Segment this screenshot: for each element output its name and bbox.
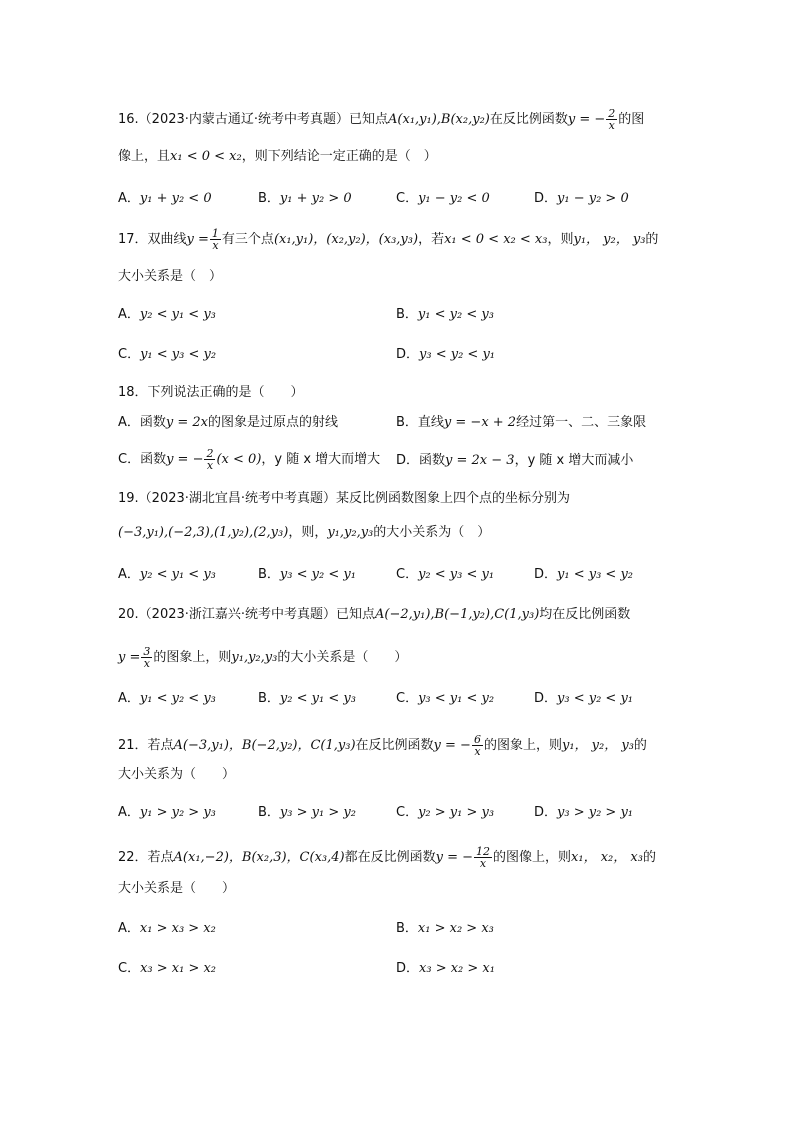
q18-option-c[interactable]: [118, 448, 380, 471]
option-math: y₂ < y₁ < y₃: [139, 567, 216, 582]
option-label: B．: [258, 191, 280, 206]
q20-option-a[interactable]: [118, 690, 216, 708]
q17-condition: x₁ < 0 < x₂ < x₃: [444, 232, 548, 247]
option-label: A．: [118, 307, 140, 322]
q21-line2: 大小关系为（ ）: [118, 767, 236, 782]
q19-option-d[interactable]: [534, 566, 633, 584]
q16-text: ，则下列结论一定正确的是（ ）: [241, 149, 437, 164]
q17-line2: 大小关系是（ ）: [118, 269, 223, 284]
q16-text: 16.（2023·内蒙古通辽·统考中考真题）已知点: [118, 112, 389, 127]
q22-text: 22．若点: [118, 850, 174, 865]
q20-text: 的图象上，则: [153, 650, 232, 665]
q22-fraction: $\frac{12}{x}$: [476, 845, 491, 870]
option-math: y₃ < y₂ < y₁: [419, 347, 495, 362]
q22-line2: 大小关系是（ ）: [118, 881, 236, 896]
q21-option-b[interactable]: [258, 804, 356, 822]
q22-points: A(x₁,−2)，B(x₂,3)，C(x₃,4): [173, 850, 345, 865]
q17-variables: y₁， y₂， y₃: [573, 232, 646, 247]
q21-text: 在反比例函数: [355, 738, 434, 753]
q20-function: y =: [118, 650, 141, 665]
option-label: B．直线: [396, 415, 444, 430]
option-math: y₁ + y₂ < 0: [139, 191, 212, 206]
q22-text: 的: [642, 850, 656, 865]
q20-option-d[interactable]: [534, 690, 633, 708]
option-math: y₁ < y₂ < y₃: [417, 307, 494, 322]
option-label: C．: [118, 347, 141, 362]
q22-option-c[interactable]: [118, 960, 216, 978]
q16-line1: [118, 108, 644, 131]
q22-variables: x₁， x₂， x₃: [571, 850, 643, 865]
option-math: x₃ > x₁ > x₂: [140, 961, 217, 976]
q16-text: 的图: [618, 112, 645, 127]
option-label: B．: [258, 691, 280, 706]
q16-option-a[interactable]: [118, 190, 212, 208]
q17-option-c[interactable]: [118, 346, 216, 364]
option-math: x₁ > x₂ > x₃: [417, 921, 494, 936]
q16-option-c[interactable]: [396, 190, 490, 208]
option-label: B．: [396, 921, 418, 936]
q16-line2: [118, 148, 437, 166]
option-label: A．: [118, 191, 140, 206]
q20-option-c[interactable]: [396, 690, 494, 708]
option-math: y₃ < y₁ < y₂: [418, 691, 495, 706]
q21-text: 21．若点: [118, 738, 174, 753]
q16-fraction: $\frac{2}{x}$: [608, 107, 616, 132]
q22-text: 的图像上，则: [493, 850, 572, 865]
option-math: x₃ > x₂ > x₁: [419, 961, 495, 976]
option-label: D．: [396, 347, 420, 362]
option-label: D．: [534, 567, 558, 582]
q20-variables: y₁,y₂,y₃: [231, 650, 278, 665]
option-math: y₁ + y₂ > 0: [279, 191, 352, 206]
q19-option-c[interactable]: [396, 566, 494, 584]
q22-line1: [118, 846, 656, 869]
q16-text: 在反比例函数: [489, 112, 568, 127]
option-math: y₂ < y₁ < y₃: [139, 307, 216, 322]
q17-text: ，则: [547, 232, 574, 247]
q22-text: 都在反比例函数: [344, 850, 436, 865]
q16-points: A(x₁,y₁),B(x₂,y₂): [388, 112, 490, 127]
q17-function: y =: [186, 232, 209, 247]
q17-text: 有三个点: [221, 232, 274, 247]
option-math: y = −: [166, 452, 204, 467]
q18-line1: 18．下列说法正确的是（ ）: [118, 385, 304, 400]
option-math: x₁ > x₃ > x₂: [139, 921, 216, 936]
option-label: A．: [118, 691, 140, 706]
q19-line2: [118, 524, 490, 542]
option-text: ，y 随 x 增大而增大: [261, 452, 381, 467]
q16-text: 像上，且: [118, 149, 171, 164]
q16-option-d[interactable]: [534, 190, 629, 208]
q21-text: 的图象上，则: [483, 738, 562, 753]
q17-points: (x₁,y₁)，(x₂,y₂)，(x₃,y₃): [273, 232, 419, 247]
option-math: y₁ − y₂ > 0: [557, 191, 629, 206]
option-text: 经过第一、二、三象限: [516, 415, 647, 430]
option-label: C．: [118, 961, 141, 976]
q17-line1: [118, 228, 658, 251]
option-math: y₂ > y₁ > y₃: [418, 805, 495, 820]
option-label: D．: [396, 961, 420, 976]
option-label: B．: [258, 805, 280, 820]
q21-points: A(−3,y₁)，B(−2,y₂)，C(1,y₃): [173, 738, 356, 753]
q17-option-b[interactable]: [396, 306, 494, 324]
option-math: y = 2x − 3: [445, 453, 515, 468]
q21-line1: [118, 734, 647, 757]
option-math: y₃ > y₁ > y₂: [279, 805, 356, 820]
q21-option-d[interactable]: [534, 804, 633, 822]
option-math: y = 2x: [165, 415, 209, 430]
option-math: y₃ < y₂ < y₁: [557, 691, 633, 706]
q19-option-b[interactable]: [258, 566, 356, 584]
option-label: D．: [534, 191, 558, 206]
q22-option-a[interactable]: [118, 920, 216, 938]
option-math: y₃ > y₂ > y₁: [557, 805, 633, 820]
q20-line1: [118, 606, 630, 624]
q22-option-d[interactable]: [396, 960, 495, 978]
q16-option-b[interactable]: [258, 190, 352, 208]
q18-option-d[interactable]: [396, 452, 633, 470]
option-math: y₁ < y₃ < y₂: [557, 567, 633, 582]
q20-text: 20.（2023·浙江嘉兴·统考中考真题）已知点: [118, 607, 376, 622]
option-math: (x < 0): [216, 452, 262, 467]
q17-option-a[interactable]: [118, 306, 216, 324]
q20-text: 的大小关系是（ ）: [277, 650, 408, 665]
q16-function: y = −: [567, 112, 606, 127]
q17-fraction: $\frac{1}{x}$: [211, 227, 219, 252]
q21-fraction: $\frac{6}{x}$: [473, 733, 481, 758]
q16-condition: x₁ < 0 < x₂: [170, 149, 242, 164]
option-label: C．: [396, 691, 419, 706]
q22-option-b[interactable]: [396, 920, 494, 938]
q17-text: 的: [645, 232, 659, 247]
option-label: A．: [118, 921, 140, 936]
q20-points: A(−2,y₁),B(−1,y₂),C(1,y₃): [375, 607, 540, 622]
q21-variables: y₁， y₂， y₃: [561, 738, 634, 753]
q19-text: 的大小关系为（ ）: [373, 525, 491, 540]
q17-text: ，若: [418, 232, 445, 247]
q21-option-c[interactable]: [396, 804, 494, 822]
option-label: D．: [534, 805, 558, 820]
option-math: y₂ < y₃ < y₁: [418, 567, 495, 582]
option-label: D．函数: [396, 453, 446, 468]
q22-function: y = −: [435, 850, 474, 865]
q20-text: 均在反比例函数: [539, 607, 631, 622]
option-math: y₁ > y₂ > y₃: [139, 805, 216, 820]
q20-fraction: $\frac{3}{x}$: [143, 645, 151, 670]
option-label: C．: [396, 567, 419, 582]
option-label: A．: [118, 567, 140, 582]
q19-line1: 19.（2023·湖北宜昌·统考中考真题）某反比例函数图象上四个点的坐标分别为: [118, 491, 571, 506]
q20-line2: [118, 646, 407, 669]
option-text: 的图象是过原点的射线: [208, 415, 339, 430]
q18-fraction: $\frac{2}{x}$: [206, 447, 214, 472]
option-math: y₂ < y₁ < y₃: [279, 691, 356, 706]
option-math: y = −x + 2: [443, 415, 517, 430]
option-label: A．函数: [118, 415, 166, 430]
option-label: C．: [396, 805, 419, 820]
q18-option-b[interactable]: [396, 414, 646, 432]
option-math: y₁ − y₂ < 0: [418, 191, 490, 206]
q21-text: 的: [633, 738, 647, 753]
option-label: C．函数: [118, 452, 167, 467]
q19-points: (−3,y₁),(−2,3),(1,y₂),(2,y₃): [118, 525, 289, 540]
q21-option-a[interactable]: [118, 804, 216, 822]
option-label: B．: [396, 307, 418, 322]
option-label: A．: [118, 805, 140, 820]
option-text: ，y 随 x 增大而减小: [514, 453, 634, 468]
q18-option-a[interactable]: [118, 414, 338, 432]
option-math: y₁ < y₃ < y₂: [140, 347, 217, 362]
q17-option-d[interactable]: [396, 346, 495, 364]
q17-text: 17．双曲线: [118, 232, 187, 247]
option-label: C．: [396, 191, 419, 206]
q21-function: y = −: [433, 738, 471, 753]
option-label: D．: [534, 691, 558, 706]
q20-option-b[interactable]: [258, 690, 356, 708]
option-label: B．: [258, 567, 280, 582]
q19-text: ，则，: [288, 525, 328, 540]
q19-variables: y₁,y₂,y₃: [327, 525, 374, 540]
option-math: y₃ < y₂ < y₁: [279, 567, 356, 582]
option-math: y₁ < y₂ < y₃: [139, 691, 216, 706]
q19-option-a[interactable]: [118, 566, 216, 584]
